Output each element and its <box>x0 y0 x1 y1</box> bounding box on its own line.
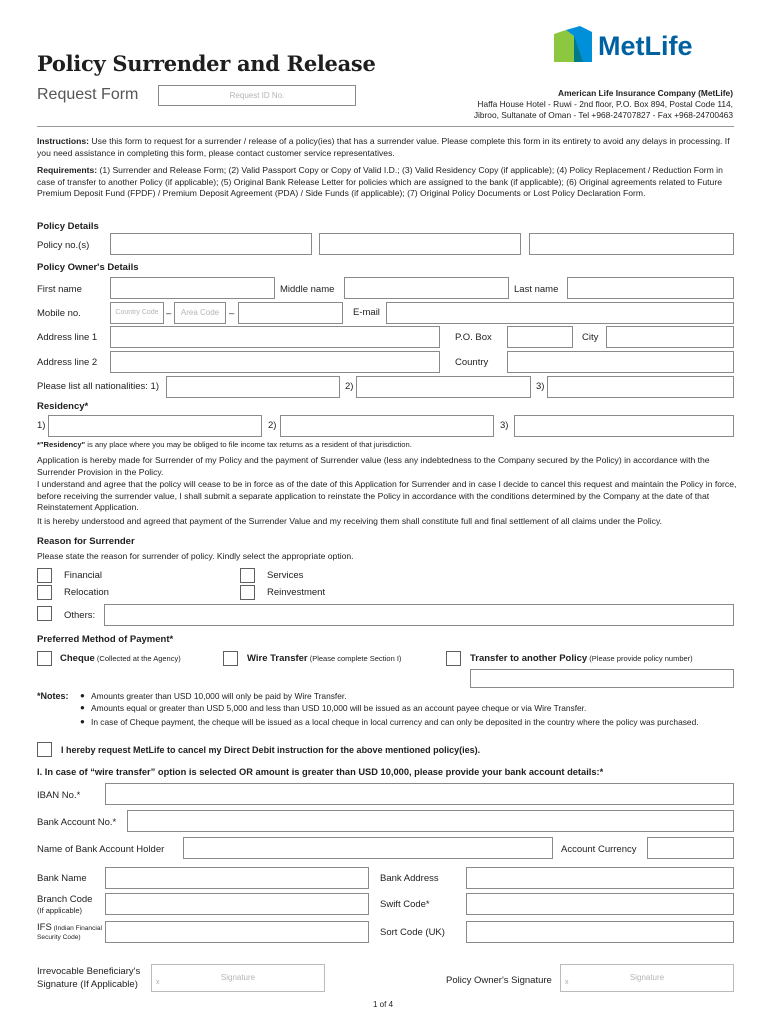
nationality-field-3[interactable] <box>547 376 734 398</box>
cheque-checkbox[interactable] <box>37 651 52 666</box>
declaration-2: I understand and agree that the policy will cease to be in force as of the date of this Application for Surrender and in case I decide to cancel this request and maintain the Policy in force, before receiving the surrender value, I shall submit a separate application to reinstate the Policy in accordance with the conditions determined by the Company at the date of that Reinstatement Application. <box>37 479 737 512</box>
country-code-field[interactable]: Country Code <box>110 302 164 324</box>
metlife-logo <box>552 26 734 64</box>
owner-heading: Policy Owner's Details <box>37 262 139 273</box>
wire-transfer-checkbox[interactable] <box>223 651 238 666</box>
signature-x-mark: x <box>565 979 569 986</box>
address2-field[interactable] <box>110 351 440 373</box>
services-checkbox[interactable] <box>240 568 255 583</box>
signature-x-mark: x <box>156 979 160 986</box>
others-label: Others: <box>64 610 96 621</box>
mobile-label: Mobile no. <box>37 308 81 319</box>
reason-heading: Reason for Surrender <box>37 536 135 547</box>
city-label: City <box>582 332 599 343</box>
last-name-label: Last name <box>514 284 559 295</box>
policy-no-field-1[interactable] <box>110 233 312 255</box>
page-number: 1 of 4 <box>373 1000 394 1009</box>
notes-label: *Notes: <box>37 691 69 701</box>
bank-address-field[interactable] <box>466 867 734 889</box>
cheque-label: Cheque (Collected at the Agency) <box>60 653 181 664</box>
note-item-2: Amounts equal or greater than USD 5,000 and less than USD 10,000 will be issued as an account payee cheque or via Wire Transfer. <box>91 703 587 713</box>
company-address-1: Haffa House Hotel - Ruwi - 2nd floor, P.O. Box 894, Postal Code 114, <box>477 99 733 109</box>
po-box-field[interactable] <box>507 326 573 348</box>
nationality-field-1[interactable] <box>166 376 340 398</box>
account-no-label: Bank Account No.* <box>37 817 117 828</box>
ifs-note: Security Code) <box>37 934 81 941</box>
declaration-3: It is hereby understood and agreed that payment of the Surrender Value and my receiving them shall constitute full and final settlement of all claims under the Policy. <box>37 516 662 526</box>
bank-name-field[interactable] <box>105 867 369 889</box>
services-label: Services <box>267 570 304 581</box>
iban-field[interactable] <box>105 783 734 805</box>
beneficiary-sig-label-2: Signature (If Applicable) <box>37 979 138 990</box>
ifs-label: IFS (Indian Financial <box>37 922 102 933</box>
financial-label: Financial <box>64 570 103 581</box>
last-name-field[interactable] <box>567 277 734 299</box>
branch-code-label: Branch Code <box>37 894 93 905</box>
signature-placeholder: Signature <box>220 973 256 982</box>
dash-1: – <box>166 308 172 319</box>
policy-no-label: Policy no.(s) <box>37 240 90 251</box>
transfer-policy-checkbox[interactable] <box>446 651 461 666</box>
reinvestment-checkbox[interactable] <box>240 585 255 600</box>
city-field[interactable] <box>606 326 734 348</box>
branch-code-field[interactable] <box>105 893 369 915</box>
residency-3-label: 3) <box>500 420 509 431</box>
currency-label: Account Currency <box>561 844 637 855</box>
swift-field[interactable] <box>466 893 734 915</box>
owner-sig-label: Policy Owner's Signature <box>446 975 552 986</box>
address1-label: Address line 1 <box>37 332 98 343</box>
iban-label: IBAN No.* <box>37 790 81 801</box>
others-field[interactable] <box>104 604 734 626</box>
mobile-number-field[interactable] <box>238 302 343 324</box>
branch-code-note: (If applicable) <box>37 906 83 915</box>
company-name: American Life Insurance Company (MetLife) <box>558 88 733 98</box>
reason-instruction: Please state the reason for surrender of policy. Kindly select the appropriate option. <box>37 551 354 561</box>
header-divider <box>37 126 734 127</box>
note-item-1: Amounts greater than USD 10,000 will only be paid by Wire Transfer. <box>91 691 347 701</box>
transfer-policy-label: Transfer to another Policy (Please provide policy number) <box>470 653 693 664</box>
address1-field[interactable] <box>110 326 440 348</box>
residency-1-label: 1) <box>37 420 46 431</box>
bank-heading: I. In case of “wire transfer” option is selected OR amount is greater than USD 10,000, please provide your bank account details:* <box>37 767 604 777</box>
direct-debit-checkbox[interactable] <box>37 742 52 757</box>
residency-note: *"Residency" is any place where you may be obliged to file income tax returns as a resident of that jurisdiction. <box>37 440 412 449</box>
holder-field[interactable] <box>183 837 553 859</box>
sort-code-label: Sort Code (UK) <box>380 927 445 938</box>
relocation-checkbox[interactable] <box>37 585 52 600</box>
currency-field[interactable] <box>647 837 734 859</box>
nationality-3-label: 3) <box>536 381 545 392</box>
ifs-field[interactable] <box>105 921 369 943</box>
address2-label: Address line 2 <box>37 357 98 368</box>
nationalities-label: Please list all nationalities: 1) <box>37 381 159 392</box>
middle-name-field[interactable] <box>344 277 509 299</box>
first-name-field[interactable] <box>110 277 275 299</box>
account-no-field[interactable] <box>127 810 734 832</box>
beneficiary-sig-label-1: Irrevocable Beneficiary's <box>37 966 141 977</box>
declaration-1: Application is hereby made for Surrender of my Policy and the payment of Surrender value (less any indebtedness to the Company secured by the Policy) in accordance with the Surrender Provision in the Policy. <box>37 455 710 477</box>
bank-address-label: Bank Address <box>380 873 439 884</box>
middle-name-label: Middle name <box>280 284 335 295</box>
instructions: Instructions: Use this form to request for a surrender / release of a policy(ies) that has a surrender value. Please complete this form in its entirety to avoid any delays in processing. If you need assistance in completing this form, please contact customer service representatives. <box>37 136 730 158</box>
holder-label: Name of Bank Account Holder <box>37 844 165 855</box>
policy-details-heading: Policy Details <box>37 221 99 232</box>
dash-2: – <box>229 308 235 319</box>
residency-field-1[interactable] <box>48 415 262 437</box>
residency-2-label: 2) <box>268 420 277 431</box>
metlife-logo-icon <box>552 26 734 64</box>
country-field[interactable] <box>507 351 734 373</box>
owner-signature-field[interactable] <box>560 964 734 992</box>
note-bullet-2: ● <box>80 703 85 712</box>
wire-transfer-label: Wire Transfer (Please complete Section I) <box>247 653 402 664</box>
direct-debit-label: I hereby request MetLife to cancel my Direct Debit instruction for the above mentioned policy(ies). <box>61 745 481 755</box>
note-bullet-3: ● <box>80 717 85 726</box>
beneficiary-signature-field[interactable] <box>151 964 325 992</box>
sort-code-field[interactable] <box>466 921 734 943</box>
requirements: Requirements: (1) Surrender and Release Form; (2) Valid Passport Copy or Copy of Valid I.D.; (3) Valid Residency Copy (if applicable); (4) Policy Replacement / Reduction Form in case of transfer to another Policy (if applicable); (5) Original Bank Release Letter for policies which are assigned to the bank (if applicable); (6) Original agreements related to Future Premium Deposit Fund (FPDF) / Premium Deposit Agreement (PDA) / Side Funds (if applicable); (7) Original Policy Documents or Lost Policy Declaration Form. <box>37 165 723 198</box>
first-name-label: First name <box>37 284 82 295</box>
form-subtitle: Request Form <box>37 86 139 103</box>
residency-heading: Residency* <box>37 401 89 412</box>
others-checkbox[interactable] <box>37 606 52 621</box>
email-label: E-mail <box>353 307 380 318</box>
policy-no-field-3[interactable] <box>529 233 734 255</box>
svg-text:MetLife: MetLife <box>598 31 693 61</box>
swift-label: Swift Code* <box>380 899 430 910</box>
nationality-2-label: 2) <box>345 381 354 392</box>
note-bullet-1: ● <box>80 691 85 700</box>
form-title: Policy Surrender and Release <box>37 51 376 76</box>
company-address-2: Jibroo, Sultanate of Oman - Tel +968-24707827 - Fax +968-24700463 <box>473 110 733 120</box>
area-code-field[interactable]: Area Code <box>174 302 226 324</box>
bank-name-label: Bank Name <box>37 873 87 884</box>
financial-checkbox[interactable] <box>37 568 52 583</box>
country-label: Country <box>455 357 489 368</box>
po-box-label: P.O. Box <box>455 332 492 343</box>
note-item-3: In case of Cheque payment, the cheque will be issued as a local cheque in local currency and can only be deposited in the country where the policy was purchased. <box>91 717 699 727</box>
reinvestment-label: Reinvestment <box>267 587 326 598</box>
relocation-label: Relocation <box>64 587 109 598</box>
signature-placeholder: Signature <box>629 973 665 982</box>
nationality-field-2[interactable] <box>356 376 531 398</box>
transfer-policy-number-field[interactable] <box>470 669 734 688</box>
request-id-field[interactable]: Request ID No. <box>158 85 356 106</box>
payment-heading: Preferred Method of Payment* <box>37 634 174 645</box>
email-field[interactable] <box>386 302 734 324</box>
residency-field-3[interactable] <box>514 415 734 437</box>
policy-no-field-2[interactable] <box>319 233 521 255</box>
residency-field-2[interactable] <box>280 415 494 437</box>
